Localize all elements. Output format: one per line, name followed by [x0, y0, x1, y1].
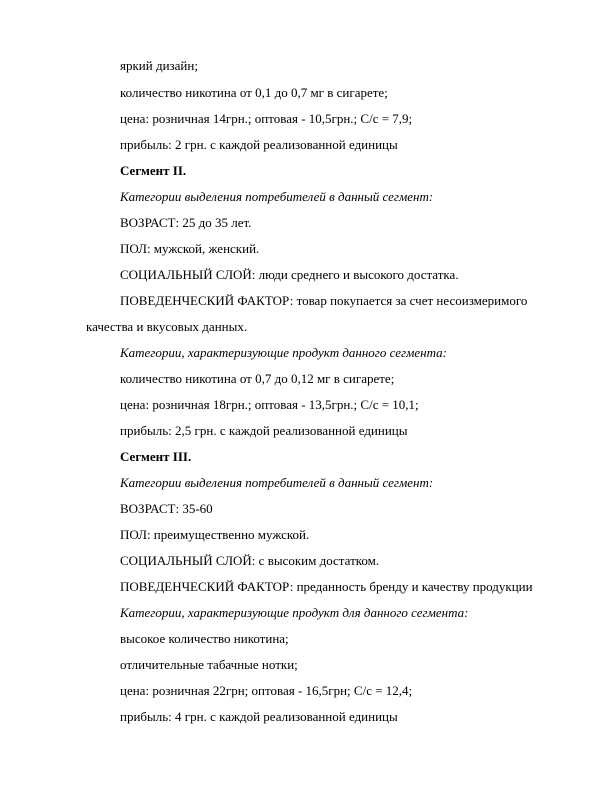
text-line: ВОЗРАСТ: 25 до 35 лет.	[120, 215, 252, 230]
text-line: отличительные табачные нотки;	[120, 657, 298, 672]
text-line: СОЦИАЛЬНЫЙ СЛОЙ: люди среднего и высокого достатка.	[120, 267, 459, 282]
text-line: количество никотина от 0,7 до 0,12 мг в сигарете;	[120, 371, 395, 386]
text-line: качества и вкусовых данных.	[86, 319, 248, 334]
category-heading: Категории выделения потребителей в данный сегмент:	[120, 189, 434, 204]
text-line: цена: розничная 14грн.; оптовая - 10,5грн.; С/с = 7,9;	[120, 111, 413, 126]
text-line: ПОЛ: преимущественно мужской.	[120, 527, 310, 542]
category-heading: Категории, характеризующие продукт данного сегмента:	[120, 345, 447, 360]
text-line: ВОЗРАСТ: 35-60	[120, 501, 213, 516]
text-line: ПОВЕДЕНЧЕСКИЙ ФАКТОР: товар покупается за счет несоизмеримого	[120, 293, 528, 308]
text-line: цена: розничная 18грн.; оптовая - 13,5грн.; С/с = 10,1;	[120, 397, 419, 412]
category-heading: Категории, характеризующие продукт для данного сегмента:	[120, 605, 469, 620]
text-line: ПОЛ: мужской, женский.	[120, 241, 260, 256]
text-line: ПОВЕДЕНЧЕСКИЙ ФАКТОР: преданность бренду и качеству продукции	[120, 579, 533, 594]
text-line: прибыль: 2 грн. с каждой реализованной единицы	[120, 137, 398, 152]
text-line: прибыль: 2,5 грн. с каждой реализованной единицы	[120, 423, 408, 438]
text-line: яркий дизайн;	[120, 58, 198, 73]
segment-heading: Сегмент III.	[120, 449, 192, 464]
segment-heading: Сегмент II.	[120, 163, 187, 178]
text-line: СОЦИАЛЬНЫЙ СЛОЙ: с высоким достатком.	[120, 553, 380, 568]
text-line: цена: розничная 22грн; оптовая - 16,5грн; С/с = 12,4;	[120, 683, 413, 698]
text-line: высокое количество никотина;	[120, 631, 289, 646]
category-heading: Категории выделения потребителей в данный сегмент:	[120, 475, 434, 490]
text-line: прибыль: 4 грн. с каждой реализованной единицы	[120, 709, 398, 724]
text-line: количество никотина от 0,1 до 0,7 мг в сигарете;	[120, 85, 388, 100]
